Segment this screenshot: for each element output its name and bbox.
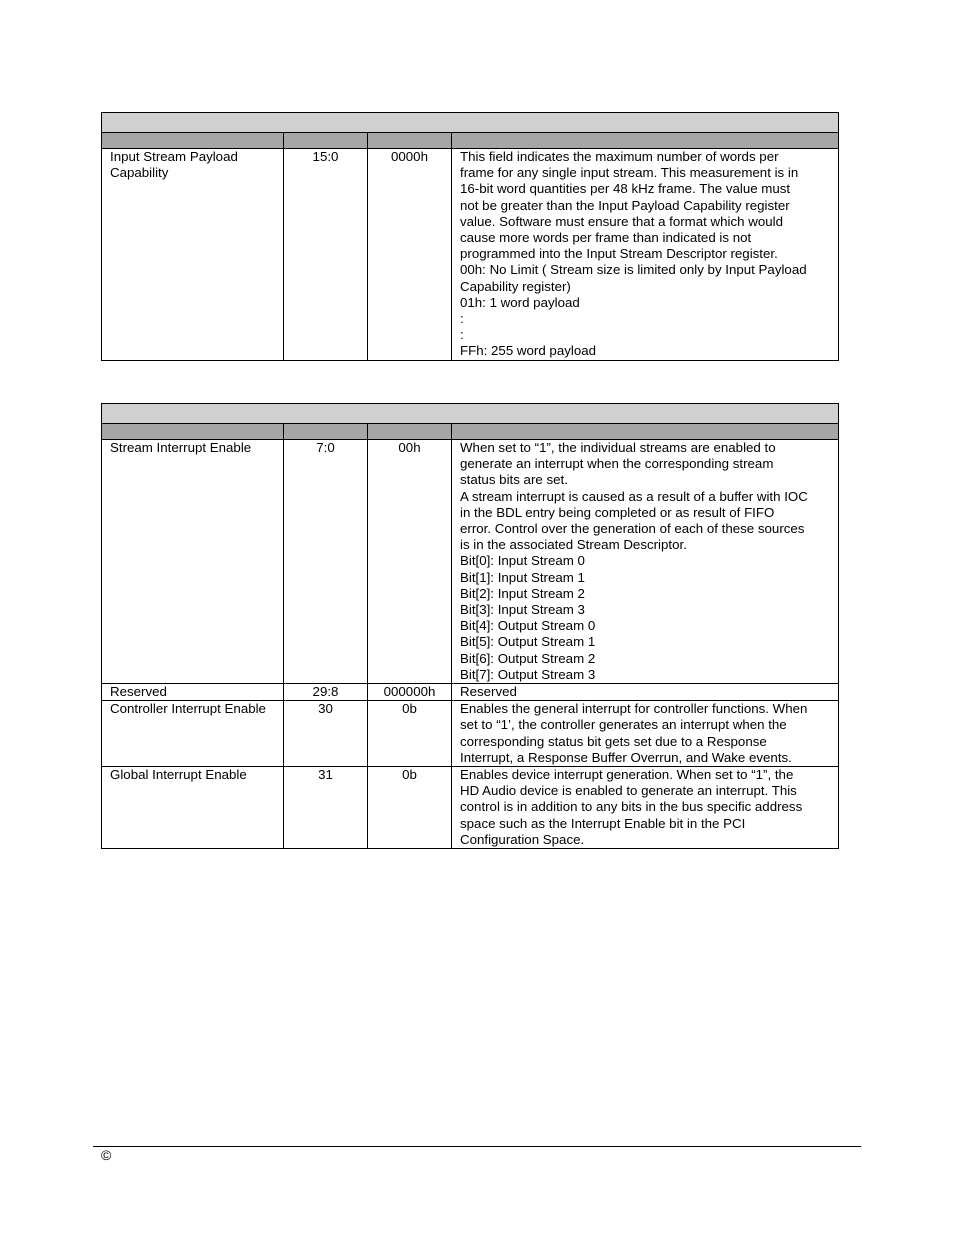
- field-name: Controller Interrupt Enable: [102, 701, 284, 767]
- table-row: [102, 149, 839, 361]
- description-line: error. Control over the generation of each of these sources: [460, 521, 805, 537]
- description-cell: [452, 440, 839, 684]
- description-line: 01h: 1 word payload: [460, 294, 580, 310]
- field-name: Global Interrupt Enable: [102, 767, 284, 849]
- bits-cell: 7:0: [284, 440, 368, 684]
- default-value-cell: 00h: [368, 440, 452, 684]
- bits-cell: 15:0: [284, 149, 368, 361]
- description-line: Reserved: [460, 684, 517, 700]
- footer-copyright: ©: [101, 1147, 112, 1163]
- description-line: programmed into the Input Stream Descriptor register.: [460, 246, 778, 262]
- description-cell: [452, 684, 839, 701]
- description-cell: [452, 767, 839, 849]
- description-line: value. Software must ensure that a format which would: [460, 213, 783, 229]
- description-line: Bit[2]: Input Stream 2: [460, 585, 585, 601]
- description-line: FFh: 255 word payload: [460, 343, 597, 359]
- table-header-row: [102, 133, 839, 149]
- description-line: Bit[1]: Input Stream 1: [460, 569, 585, 585]
- description-line: status bits are set.: [460, 472, 568, 488]
- footer-divider: [93, 1146, 861, 1147]
- register-table-input-payload: [101, 112, 839, 361]
- description-line: Bit[6]: Output Stream 2: [460, 650, 596, 666]
- table-title-bar: [102, 404, 839, 424]
- description-line: control is in addition to any bits in the bus specific address: [460, 799, 803, 815]
- description-line: frame for any single input stream. This measurement is in: [460, 165, 799, 181]
- field-name: Stream Interrupt Enable: [102, 440, 284, 684]
- description-line: cause more words per frame than indicated is not: [460, 230, 752, 246]
- description-line: 16-bit word quantities per 48 kHz frame. The value must: [460, 181, 791, 197]
- description-line: Enables device interrupt generation. When set to “1”, the: [460, 767, 794, 783]
- description-line: Bit[4]: Output Stream 0: [460, 618, 596, 634]
- field-name: Reserved: [102, 684, 284, 701]
- description-line: 00h: No Limit ( Stream size is limited only by Input Payload: [460, 262, 807, 278]
- description-line: generate an interrupt when the corresponding stream: [460, 456, 774, 472]
- description-line: A stream interrupt is caused as a result of a buffer with IOC: [460, 488, 808, 504]
- register-table-interrupt-control: [101, 403, 839, 849]
- default-value-cell: 000000h: [368, 684, 452, 701]
- table-header-row: [102, 424, 839, 440]
- table-row: [102, 701, 839, 767]
- description-line: is in the associated Stream Descriptor.: [460, 537, 687, 553]
- description-line: Interrupt, a Response Buffer Overrun, and Wake events.: [460, 749, 792, 765]
- description-line: Enables the general interrupt for controller functions. When: [460, 701, 808, 717]
- bits-cell: 29:8: [284, 684, 368, 701]
- table-row: [102, 767, 839, 849]
- table-row: [102, 440, 839, 684]
- description-line: space such as the Interrupt Enable bit in the PCI: [460, 815, 746, 831]
- default-value-cell: 0b: [368, 701, 452, 767]
- table-row: [102, 684, 839, 701]
- description-line: Bit[3]: Input Stream 3: [460, 602, 585, 618]
- default-value-cell: 0b: [368, 767, 452, 849]
- description-line: corresponding status bit gets set due to a Response: [460, 733, 767, 749]
- description-line: in the BDL entry being completed or as result of FIFO: [460, 504, 775, 520]
- bits-cell: 31: [284, 767, 368, 849]
- description-cell: [452, 701, 839, 767]
- description-line: Bit[5]: Output Stream 1: [460, 634, 596, 650]
- description-line: :: [460, 327, 464, 343]
- description-line: HD Audio device is enabled to generate an interrupt. This: [460, 783, 797, 799]
- default-value-cell: 0000h: [368, 149, 452, 361]
- table-title-bar: [102, 113, 839, 133]
- description-line: not be greater than the Input Payload Capability register: [460, 197, 790, 213]
- description-line: Capability register): [460, 278, 571, 294]
- bits-cell: 30: [284, 701, 368, 767]
- description-line: Bit[7]: Output Stream 3: [460, 666, 596, 682]
- field-name: Input Stream Payload Capability: [102, 149, 284, 361]
- description-cell: [452, 149, 839, 361]
- description-line: This field indicates the maximum number of words per: [460, 149, 779, 164]
- description-line: set to “1’, the controller generates an interrupt when the: [460, 717, 787, 733]
- description-line: Configuration Space.: [460, 831, 585, 847]
- description-line: Bit[0]: Input Stream 0: [460, 553, 585, 569]
- description-line: When set to “1”, the individual streams are enabled to: [460, 440, 776, 455]
- description-line: :: [460, 311, 464, 327]
